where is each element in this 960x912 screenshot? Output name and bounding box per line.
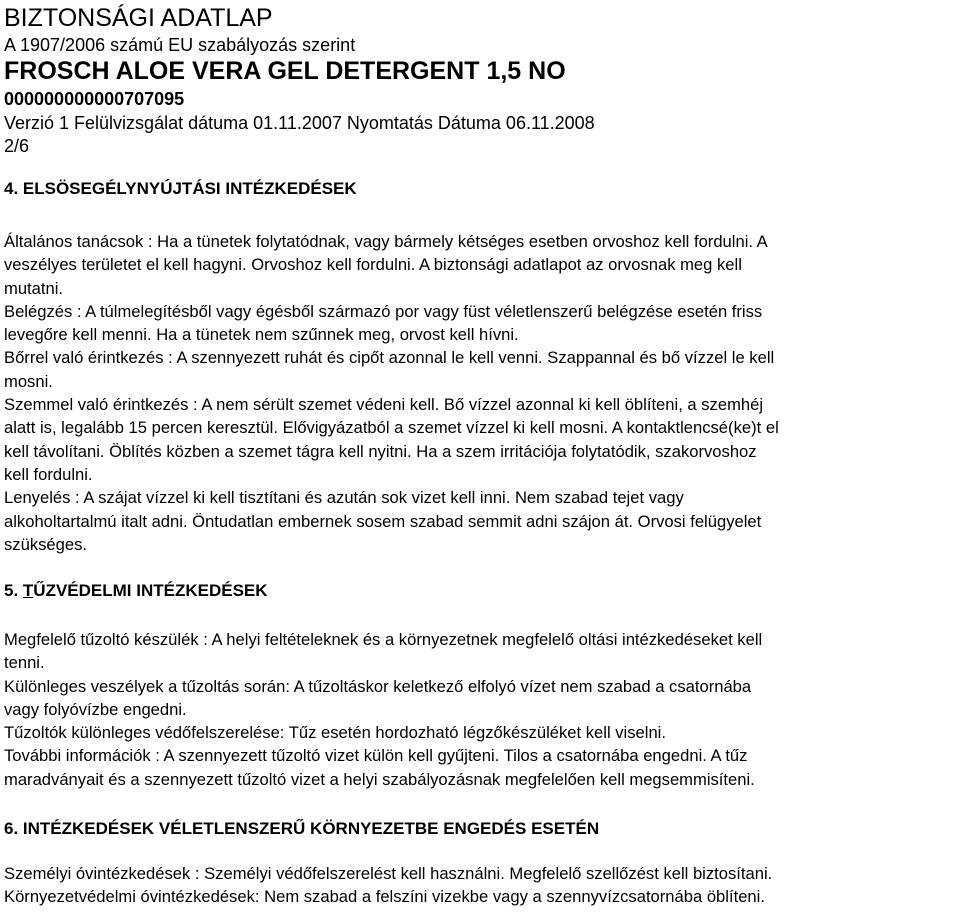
text-line: vagy folyóvízbe engedni. [4, 699, 187, 719]
text-line: Személyi óvintézkedések : Személyi védőfelszerelést kell használni. Megfelelő szellőzést kell biztosítani. [4, 864, 773, 883]
product-code: 000000000000707095 [4, 89, 185, 109]
heading-underlined-letter: T [22, 581, 34, 600]
heading-rest: ŰZVÉDELMI INTÉZKEDÉSEK [33, 581, 268, 600]
text-line: Belégzés : A túlmelegítésből vagy égésből származó por vagy füst véletlenszerű belégzése esetén friss [4, 301, 763, 321]
text-line: Lenyelés : A szájat vízzel ki kell tisztítani és azután sok vizet kell inni. Nem szabad tejet vagy [4, 488, 684, 508]
regulation-line: A 1907/2006 számú EU szabályozás szerint [4, 35, 356, 55]
text-line: levegőre kell menni. Ha a tünetek nem szűnnek meg, orvost kell hívni. [4, 325, 519, 345]
text-line: mutatni. [4, 278, 64, 298]
text-line: Bőrrel való érintkezés : A szennyezett ruhát és cipőt azonnal le kell venni. Szappannal és bő vízzel le kell [4, 348, 775, 368]
text-line: tenni. [4, 653, 45, 673]
page-number: 2/6 [4, 136, 30, 156]
section-4-heading: 4. ELSÖSEGÉLYNYÚJTÁSI INTÉZKEDÉSEK [4, 179, 357, 198]
text-line: kell fordulni. [4, 464, 93, 484]
text-line: További információk : A szennyezett tűzoltó vizet külön kell gyűjteni. Tilos a csatornába engedni. A tűz [4, 746, 748, 766]
product-name: FROSCH ALOE VERA GEL DETERGENT 1,5 NO [4, 57, 566, 85]
text-line: Különleges veszélyek a tűzoltás során: A tűzoltáskor keletkező elfolyó vízet nem szabad a csatornába [4, 676, 752, 696]
text-line: szükséges. [4, 534, 88, 554]
text-line: maradványait és a szennyezett tűzoltó vizet a helyi szabályozásnak megfelelően kell megsemmisíteni. [4, 769, 755, 789]
text-line: alatt is, legalább 15 percen keresztül. Elővigyázatból a szemet vízzel ki kell mosni. A kontaktlencsé(ke)t el [4, 418, 779, 438]
document-title: BIZTONSÁGI ADATLAP [4, 4, 273, 32]
section-4-body [4, 230, 956, 556]
text-line: Általános tanácsok : Ha a tünetek folytatódnak, vagy bármely kétséges esetben orvoshoz kell fordulni. A [4, 232, 768, 251]
section-5-body [4, 628, 956, 791]
section-5-heading [4, 580, 268, 602]
text-line: kell távolítani. Öblítés közben a szemet tágra kell nyitni. Ha a szem irritációja folytatódik, szakorvoshoz [4, 441, 757, 461]
text-line: veszélyes területet el kell hagyni. Orvoshoz kell fordulni. A biztonsági adatlapot az orvosnak meg kell [4, 255, 742, 275]
text-line: Tűzoltók különleges védőfelszerelése: Tűz esetén hordozható légzőkészüléket kell viselni. [4, 723, 666, 743]
section-number: 5. [4, 581, 23, 600]
text-line: Környezetvédelmi óvintézkedések: Nem szabad a felszíni vizekbe vagy a szennyvízcsatornába öblíteni. [4, 887, 765, 907]
text-line: alkoholtartalmú italt adni. Öntudatlan embernek sosem szabad semmit adni szájon át. Orvosi felügyelet [4, 511, 762, 531]
version-line: Verzió 1 Felülvizsgálat dátuma 01.11.2007 Nyomtatás Dátuma 06.11.2008 [4, 113, 595, 133]
text-line: Szemmel való érintkezés : A nem sérült szemet védeni kell. Bő vízzel azonnal ki kell öblíteni, a szemhéj [4, 395, 764, 415]
section-6-body [4, 862, 956, 909]
text-line: Megfelelő tűzoltó készülék : A helyi feltételeknek és a környezetnek megfelelő oltási intézkedéseket kell [4, 630, 763, 649]
section-6-heading: 6. INTÉZKEDÉSEK VÉLETLENSZERŰ KÖRNYEZETBE ENGEDÉS ESETÉN [4, 819, 600, 838]
text-line: mosni. [4, 371, 53, 391]
